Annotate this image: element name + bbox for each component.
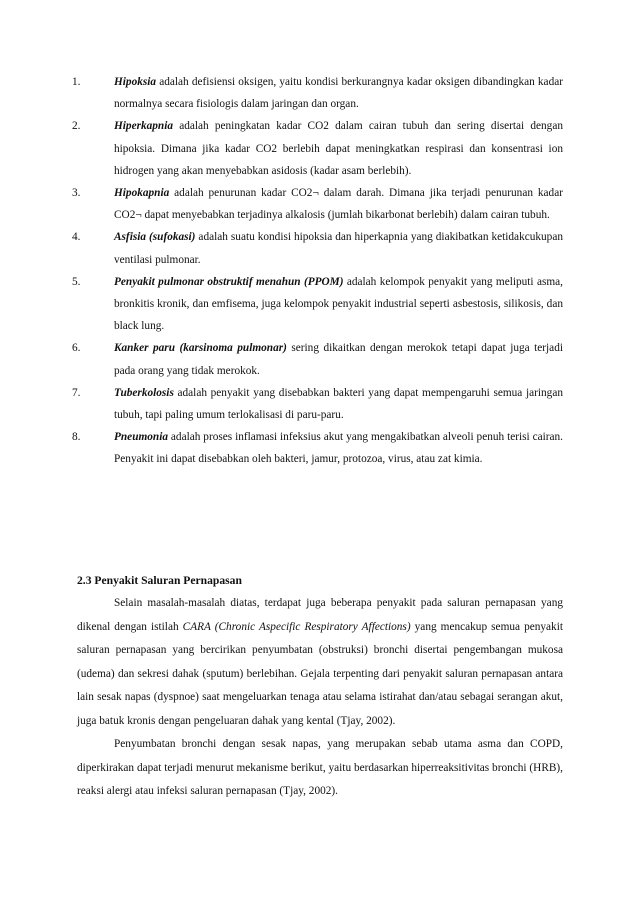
list-number: 7. xyxy=(72,386,81,399)
list-text xyxy=(96,71,563,115)
list-number: 3. xyxy=(72,187,81,200)
list-description: adalah suatu kondisi hipoksia dan hiperkapnia yang diakibatkan ketidakcukupan ventilasi pulmonar. xyxy=(114,231,563,266)
paragraph-1-start: Selain masalah-masalah diatas, terdapat juga beberapa penyakit pada saluran pernapasan yang dikenal dengan istilah xyxy=(77,597,563,633)
section-paragraph-2: Penyumbatan bronchi dengan sesak napas, yang merupakan sebab utama asma dan COPD, diperkirakan dapat terjadi menurut mekanisme berikut, yaitu berdasarkan hiperreaksitivitas bronchi (HRB), reaksi alergi atau infeksi saluran pernapasan (Tjay, 2002). xyxy=(77,738,563,797)
list-item xyxy=(72,182,563,226)
list-term: Kanker paru (karsinoma pulmonar) xyxy=(114,342,287,355)
list-description: adalah defisiensi oksigen, yaitu kondisi berkurangnya kadar oksigen dibandingkan kadar normalnya secara fisiologis dalam jaringan dan organ. xyxy=(114,76,563,111)
list-description: adalah kelompok penyakit yang meliputi asma, bronkitis kronik, dan emfisema, juga kelompok penyakit industrial seperti asbestosis, silikosis, dan black lung. xyxy=(114,275,563,333)
list-number: 5. xyxy=(72,275,81,288)
list-number: 2. xyxy=(72,120,81,133)
list-text xyxy=(96,271,563,338)
disorder-list xyxy=(72,71,563,471)
section-2-3 xyxy=(77,570,563,804)
list-description: adalah penyakit yang disebabkan bakteri yang dapat mempengaruhi semua jaringan tubuh, tapi paling umum terlokalisasi di paru-paru. xyxy=(114,386,563,422)
list-text xyxy=(96,382,563,426)
list-number: 1. xyxy=(72,76,81,88)
list-description: adalah proses inflamasi infeksius akut yang mengakibatkan alveoli penuh terisi cairan. Penyakit ini dapat disebabkan oleh bakteri, jamur, protozoa, virus, atau zat kimia. xyxy=(114,431,563,466)
list-description: adalah peningkatan kadar CO2 dalam cairan tubuh dan sering disertai dengan hipoksia. Dimana jika kadar CO2 berlebih dapat meningkatkan respirasi dan konsentrasi ion hidrogen yang akan menyebabkan asidosis (kadar asam berlebih). xyxy=(114,120,563,177)
paragraph-1-rest: yang mencakup semua penyakit saluran pernapasan yang bercirikan penyumbatan (obstruksi) bronchi disertai pengembangan mukosa (udema) dan sekresi dahak (sputum) berlebihan. Gejala terpenting dari penyakit saluran pernapasan antara lain sesak napas (dyspnoe) saat mengeluarkan tenaga atau selama istirahat dan/atau sebagai serangan akut, juga batuk kronis dengan pengeluaran dahak yang kental (Tjay, 2002). xyxy=(77,620,563,727)
section-heading: 2.3 Penyakit Saluran Pernapasan xyxy=(77,574,242,587)
list-item xyxy=(72,337,563,381)
list-term: Hipokapnia xyxy=(114,187,170,200)
list-term: Penyakit pulmonar obstruktif menahun (PPOM) xyxy=(114,275,344,288)
list-item xyxy=(72,271,563,338)
list-description: adalah penurunan kadar CO2¬ dalam darah. Dimana jika terjadi penurunan kadar CO2¬ dapat menyebabkan terjadinya alkalosis (jumlah bikarbonat berlebih) dalam cairan tubuh. xyxy=(114,187,563,222)
cara-term: CARA (Chronic Aspecific Respiratory Affections) xyxy=(182,620,411,633)
list-item xyxy=(72,115,563,182)
list-text xyxy=(96,337,563,381)
list-text xyxy=(96,115,563,182)
list-item xyxy=(72,426,563,470)
list-text xyxy=(96,182,563,226)
list-item xyxy=(72,71,563,115)
list-description: sering dikaitkan dengan merokok tetapi dapat juga terjadi pada orang yang tidak merokok. xyxy=(114,342,563,377)
list-term: Tuberkolosis xyxy=(114,386,174,399)
list-item xyxy=(72,226,563,270)
list-text xyxy=(96,226,563,270)
list-item xyxy=(72,382,563,426)
list-number: 8. xyxy=(72,431,81,444)
section-paragraph-1 xyxy=(77,592,563,733)
list-term: Hiperkapnia xyxy=(114,120,173,133)
list-number: 4. xyxy=(72,231,81,244)
list-text xyxy=(96,426,563,470)
list-term: Hipoksia xyxy=(114,76,157,88)
list-term: Pneumonia xyxy=(114,431,168,444)
list-number: 6. xyxy=(72,342,81,355)
list-term: Asfisia (sufokasi) xyxy=(114,231,196,244)
